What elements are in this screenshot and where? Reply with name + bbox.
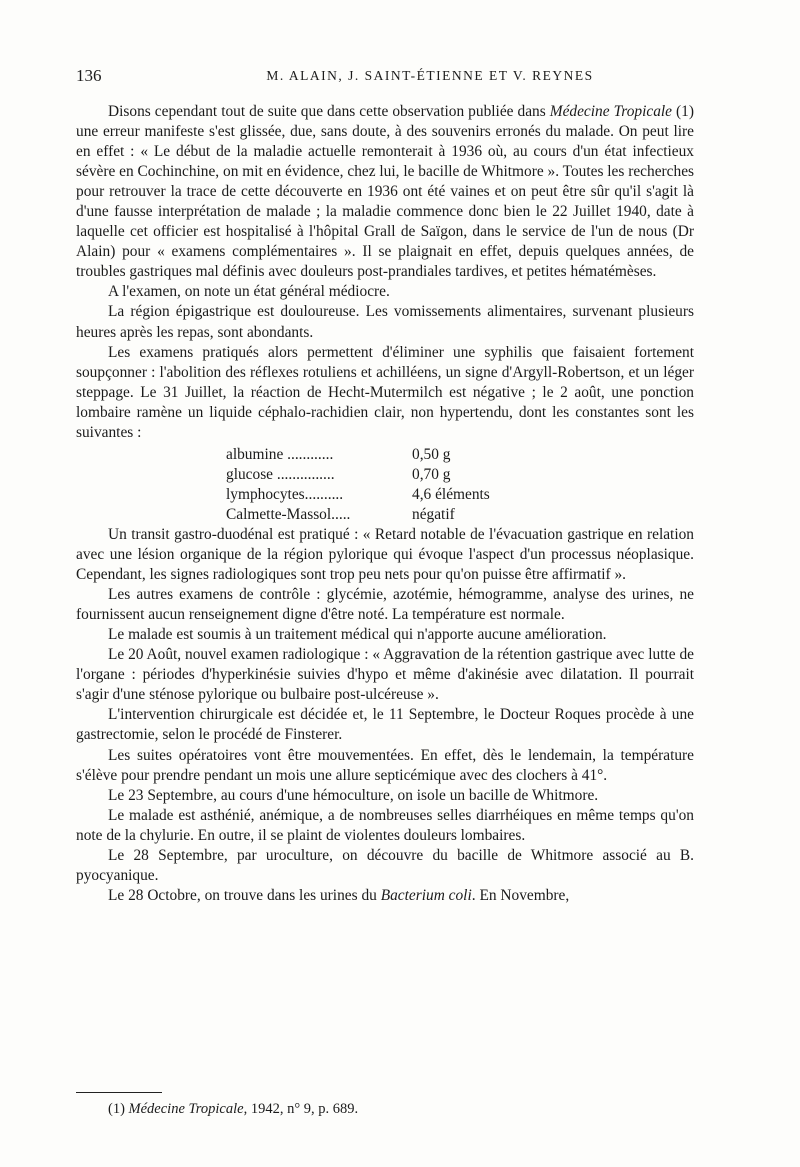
paragraph: Le 28 Octobre, on trouve dans les urines du Bacterium coli. En Novembre, (108, 886, 570, 904)
species-name: Bacterium coli (380, 886, 472, 904)
csf-results-table (226, 445, 490, 525)
table-row: albumine ............ 0,50 g (226, 445, 451, 463)
paragraph: Le malade est soumis à un traitement médical qui n'apporte aucune amélioration. (108, 626, 607, 644)
table-row: glucose ............... 0,70 g (226, 465, 451, 483)
journal-title: Médecine Tropicale (549, 103, 673, 120)
page-number: 136 (76, 66, 102, 85)
paragraph: Les suites opératoires vont être mouvementées. En effet, dès le lendemain, la température s'élève pour prendre pendant un mois une allure septicémique avec des clochers à 41°. (76, 746, 694, 784)
paragraph: Le 28 Septembre, par uroculture, on découvre du bacille de Whitmore associé au B. pyocyanique. (76, 846, 694, 884)
page-header (76, 66, 694, 88)
paragraph: Le malade est asthénié, anémique, a de nombreuses selles diarrhéiques en même temps qu'on note de la chylurie. En outre, il se plaint de violentes douleurs lombaires. (76, 806, 694, 844)
body-text (76, 102, 694, 906)
paragraph: Un transit gastro-duodénal est pratiqué : « Retard notable de l'évacuation gastrique en relation avec une lésion organique de la région pylorique qui évoque l'aspect d'un processus néoplasique. Cependant, les signes radiologiques sont trop peu nets pour qu'on puisse être affirmatif ». (76, 525, 694, 584)
footnote-rule (76, 1092, 162, 1093)
paragraph: L'intervention chirurgicale est décidée et, le 11 Septembre, le Docteur Roques procède à une gastrectomie, selon le procédé de Finsterer. (76, 706, 694, 744)
paragraph: Le 20 Août, nouvel examen radiologique : « Aggravation de la rétention gastrique avec lutte de l'organe : périodes d'hyperkinésie suivies d'hypo et même d'akinésie avec dilatation. Il pourrait s'agir d'une sténose pylorique ou bulbaire post-ulcéreuse ». (76, 646, 694, 704)
footnote-journal-title: Médecine Tropicale (128, 1101, 244, 1117)
footnote: (1) Médecine Tropicale, 1942, n° 9, p. 689. (108, 1101, 359, 1117)
paragraph: La région épigastrique est douloureuse. Les vomissements alimentaires, survenant plusieurs heures après les repas, sont abondants. (76, 303, 694, 341)
paragraph: Les autres examens de contrôle : glycémie, azotémie, hémogramme, analyse des urines, ne fournissent aucun renseignement digne d'être noté. La température est normale. (76, 586, 694, 624)
table-row: lymphocytes.......... 4,6 éléments (226, 485, 490, 503)
table-row: Calmette-Massol..... négatif (226, 505, 455, 523)
paragraph: A l'examen, on note un état général médiocre. (108, 283, 390, 301)
running-head: M. ALAIN, J. SAINT-ÉTIENNE ET V. REYNES (266, 68, 594, 83)
paragraph: Les examens pratiqués alors permettent d'éliminer une syphilis que faisaient fortement soupçonner : l'abolition des réflexes rotuliens et achilléens, un signe d'Argyll-Robertson, et un léger steppage. Le 31 Juillet, la réaction de Hecht-Mutermilch est négative ; le 2 août, une ponction lombaire ramène un liquide céphalo-rachidien clair, non hypertendu, dont les constantes sont les suivantes : (76, 343, 694, 441)
paragraph: Le 23 Septembre, au cours d'une hémoculture, on isole un bacille de Whitmore. (108, 786, 599, 804)
paragraph: Disons cependant tout de suite que dans cette observation publiée dans Médecine Tropicale (1) une erreur manifeste s'est glissée, due, sans doute, à des souvenirs erronés du malade. On peut lire en effet : « Le début de la maladie actuelle remonterait à 1936 où, au cours d'un état infectieux sévère en Cochinchine, on mit en évidence, chez lui, le bacille de Whitmore ». Toutes les recherches pour retrouver la trace de cette découverte en 1936 ont été vaines et on peut être sûr qu'il s'agit là d'une fausse interprétation de malade ; la maladie commence donc bien le 22 Juillet 1940, date à laquelle cet officier est hospitalisé à l'hôpital Grall de Saïgon, dans le service de l'un de nous (Dr Alain) pour « examens complémentaires ». Il se plaignait en effet, depuis quelques années, de troubles gastriques mal définis avec douleurs post-prandiales tardives, et petites hématémèses. (76, 103, 695, 281)
